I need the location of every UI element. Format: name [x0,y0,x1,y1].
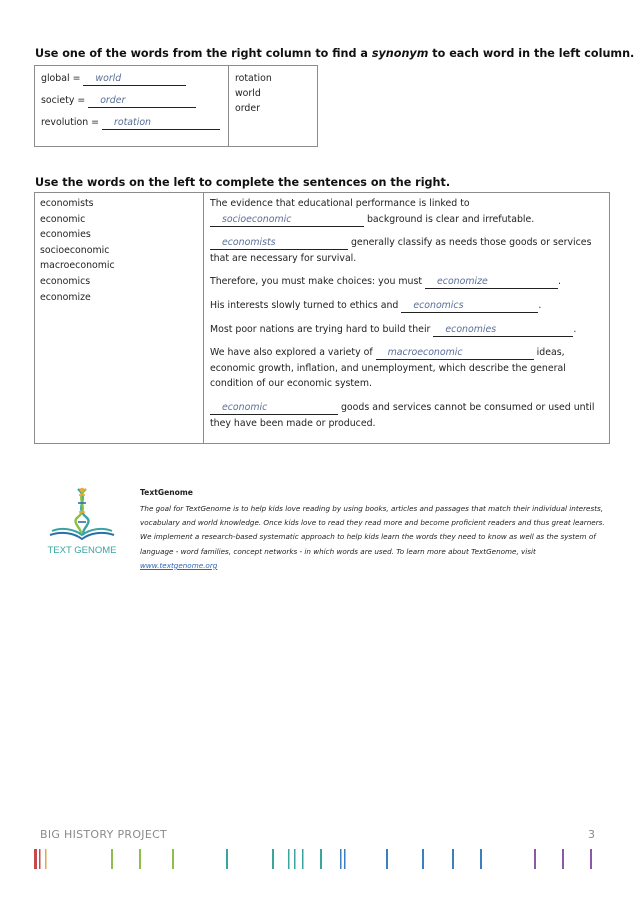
sentence: The evidence that educational performance is linked to socioeconomic background is clear and irrefutable. [210,198,535,225]
sentence: economic goods and services cannot be consumed or used until they have been made or produced. [210,401,595,429]
answer-blank[interactable]: economize [425,275,558,289]
sentence-table [34,192,610,444]
option-word: order [235,102,260,114]
sentence: Most poor nations are trying hard to build their economies . [210,323,577,335]
sentence: We have also explored a variety of macroeconomic ideas, economic growth, inflation, and unemployment, which describe the general condition of our economic system. [210,347,566,390]
synonym-table [34,65,318,147]
option-word: world [235,87,261,99]
word-list-item: economists [40,198,94,209]
decorative-stripes [34,849,604,869]
answer-blank[interactable]: economists [210,236,348,250]
answer-blank[interactable]: socioeconomic [210,213,364,227]
synonym-row: global = world [41,71,228,93]
svg-text:TEXT GENOME: TEXT GENOME [47,545,117,556]
synonym-heading: Use one of the words from the right column to find a synonym to each word in the left column. [35,47,635,60]
option-word: rotation [235,73,272,84]
answer-blank[interactable]: world [83,72,186,86]
complete-sentences-heading: Use the words on the left to complete the sentences on the right. [35,176,451,189]
synonym-row: society = order [41,93,228,115]
sentence: Therefore, you must make choices: you must economize . [210,276,561,288]
answer-blank[interactable]: order [88,94,196,108]
answer-blank[interactable]: economics [401,299,538,313]
word-list-item: economies [40,229,91,241]
answer-blank[interactable]: rotation [102,116,220,130]
textgenome-link[interactable]: www.textgenome.org [140,560,218,570]
sentence: economists generally classify as needs those goods or services that are necessary for survival. [210,237,592,264]
sentence: His interests slowly turned to ethics and economics . [210,299,542,311]
answer-blank[interactable]: macroeconomic [376,346,534,360]
page-number: 3 [588,828,595,841]
word-list-item: economics [40,275,91,287]
textgenome-logo-icon [38,485,126,557]
word-list-item: economize [40,291,91,303]
textgenome-description: The goal for TextGenome is to help kids love reading by using books, articles and passages that match their individual interests, vocabulary and world knowledge. Once kids love to read they read more and become proficient readers and thus great learners. We implement a research-based systematic approach to help kids learn the words they need to know as well as the system of language - word families, concept networks - in which words are used. To learn more about TextGenome, visit www.textgenome.org [140,504,605,570]
textgenome-title: TextGenome [140,488,193,497]
answer-blank[interactable]: economic [210,401,338,415]
synonym-row: revolution = rotation [41,115,228,137]
word-list-item: socioeconomic [40,244,110,256]
answer-blank[interactable]: economies [433,323,573,337]
word-list-item: economic [40,213,86,225]
project-name: BIG HISTORY PROJECT [40,828,168,841]
word-list-item: macroeconomic [40,260,115,272]
